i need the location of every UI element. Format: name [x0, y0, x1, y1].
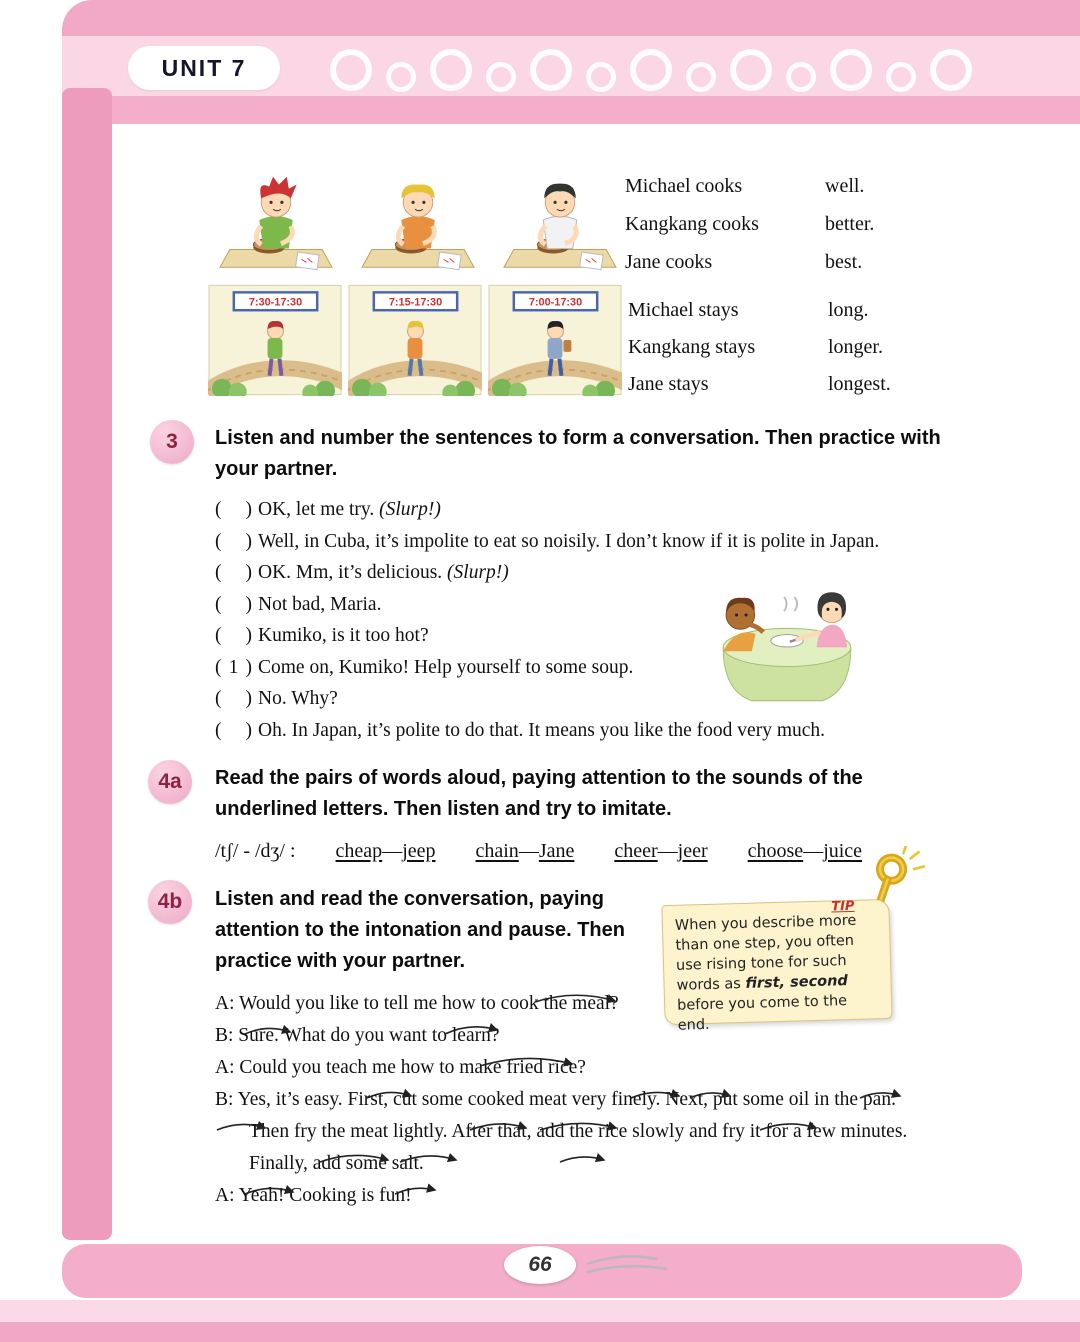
sentence-em: (Slurp!)	[447, 562, 509, 583]
sentence-text: Come on, Kumiko! Help yourself to some soup.	[258, 656, 634, 678]
ring-icon	[886, 62, 916, 92]
decorative-rings	[330, 44, 1072, 96]
dialogue-turn: A: Could you teach me how to make fried rice?	[215, 1057, 586, 1078]
tip-label: TIP	[831, 898, 855, 915]
dialogue-turn: A: Yeah! Cooking is fun!	[215, 1185, 412, 1206]
sentence-item	[215, 620, 1015, 652]
page-number	[504, 1246, 576, 1284]
section4a-badge	[148, 760, 192, 804]
sentence-item	[215, 683, 1015, 715]
unit-title	[128, 46, 280, 90]
pair-dash: —	[803, 840, 824, 862]
section3-badge	[150, 420, 194, 464]
cmp-adverb: well.	[825, 175, 865, 197]
ring-icon	[786, 62, 816, 92]
time-sign: 7:30-17:30	[248, 296, 303, 309]
pair-dash: —	[657, 840, 678, 862]
pair-word: jeer	[677, 840, 708, 862]
paren-open: (	[215, 530, 222, 552]
ring-icon	[686, 62, 716, 92]
cmp-adverb: longer.	[828, 336, 883, 358]
illustration-cook-michael	[212, 165, 340, 286]
paren-close: )	[245, 530, 252, 552]
pair-dash: —	[382, 840, 403, 862]
pair-word: Jane	[538, 840, 575, 862]
sentence-item	[215, 715, 1015, 747]
sentence-item	[215, 589, 1015, 621]
section3-title: Listen and number the sentences to form a conversation. Then practice with your partner.	[215, 427, 941, 480]
sentence-em: (Slurp!)	[379, 499, 441, 520]
number-blank[interactable]: 1	[228, 656, 239, 678]
sentence-text: OK, let me try.	[258, 499, 380, 520]
pair-word: jeep	[402, 840, 436, 862]
cmp-subject: Michael cooks	[625, 175, 743, 197]
sentence-text: Well, in Cuba, it’s impolite to eat so noisily. I don’t know if it is polite in Japan.	[258, 530, 880, 552]
pair-word: choose	[747, 840, 804, 862]
paren-open: (	[215, 562, 222, 583]
paren-close: )	[245, 656, 252, 678]
section4a-title: Read the pairs of words aloud, paying attention to the sounds of the underlined letters. Then listen and try to imitate.	[215, 767, 863, 820]
ring-icon	[486, 62, 516, 92]
paren-close: )	[245, 719, 252, 741]
section4b-badge	[148, 880, 192, 924]
cmp-subject: Jane stays	[628, 373, 709, 395]
sentence-text: Oh. In Japan, it’s polite to do that. It means you like the food very much.	[258, 719, 826, 741]
section3-sentence-list	[215, 494, 1015, 746]
pair-word: juice	[823, 840, 863, 862]
phonetic-label: /tʃ/ - /dʒ/ :	[215, 840, 296, 862]
sentence-text: Kumiko, is it too hot?	[258, 625, 429, 646]
paren-open: (	[215, 499, 222, 520]
ring-icon	[830, 49, 872, 91]
cmp-adverb: better.	[825, 213, 875, 235]
paren-open: (	[215, 625, 222, 646]
pair-word: cheer	[614, 840, 658, 862]
cmp-subject: Kangkang stays	[628, 336, 756, 358]
cmp-row	[628, 335, 883, 359]
cmp-row	[625, 250, 862, 274]
time-sign: 7:00-17:30	[528, 296, 583, 309]
illustration-stay-jane	[488, 284, 622, 401]
sentence-item	[215, 494, 1015, 526]
ring-icon	[630, 49, 672, 91]
time-sign: 7:15-17:30	[388, 296, 443, 309]
ring-icon	[730, 49, 772, 91]
cmp-row	[625, 212, 874, 236]
section4b-title: Listen and read the conversation, paying attention to the intonation and pause. Then practice with your partner.	[215, 888, 625, 972]
illustration-soup-table	[692, 556, 882, 721]
paren-open: (	[215, 688, 222, 709]
illustration-stay-kangkang	[348, 284, 482, 401]
bottom-strip-dark	[0, 1322, 1080, 1342]
word-pair	[614, 838, 707, 864]
cmp-adverb: long.	[828, 299, 869, 321]
sentence-item	[215, 652, 1015, 684]
ring-icon	[330, 49, 372, 91]
ring-icon	[430, 49, 472, 91]
left-frame-bar	[62, 88, 112, 1240]
sentence-text: OK. Mm, it’s delicious.	[258, 562, 448, 583]
cmp-subject: Michael stays	[628, 299, 739, 321]
section4a-badge-label: 4a	[158, 770, 182, 793]
swoosh-decoration	[582, 1250, 692, 1280]
paren-close: )	[245, 688, 252, 709]
cmp-subject: Kangkang cooks	[625, 213, 759, 235]
sentence-text: No. Why?	[258, 688, 338, 709]
paren-close: )	[245, 625, 252, 646]
tip-text: before you come to the end.	[676, 993, 848, 1034]
conversation	[215, 988, 915, 1212]
illustration-cook-kangkang	[354, 165, 482, 286]
word-pair	[336, 838, 436, 864]
word-pair	[476, 838, 575, 864]
cmp-row	[625, 174, 864, 198]
paren-open: (	[215, 719, 222, 741]
ring-icon	[530, 49, 572, 91]
header-lower-band	[62, 96, 1080, 124]
ring-icon	[930, 49, 972, 91]
sentence-item	[215, 526, 1015, 558]
pair-word: cheap	[335, 840, 383, 862]
paren-close: )	[245, 593, 252, 615]
bottom-strip-light	[0, 1300, 1080, 1322]
paren-open: (	[215, 593, 222, 615]
cmp-subject: Jane cooks	[625, 251, 713, 273]
cmp-row	[628, 298, 869, 322]
paren-close: )	[245, 499, 252, 520]
top-frame-band	[62, 0, 1080, 36]
ring-icon	[586, 62, 616, 92]
pair-word: chain	[475, 840, 519, 862]
dialogue-turn: B: Yes, it’s easy. First, cut some cooked meat very finely. Next, put some oil in the pan. Then fry the meat lightly. After that, add the rice slowly and fry it for a few minutes. Finally, add some salt.	[215, 1089, 908, 1174]
section3-badge-label: 3	[166, 430, 178, 453]
paren-open: (	[215, 656, 222, 678]
cmp-adverb: best.	[825, 251, 863, 273]
illustration-stay-michael	[208, 284, 342, 401]
dialogue-turn: B: Sure. What do you want to learn?	[215, 1025, 500, 1046]
paren-close: )	[245, 562, 252, 583]
dialogue-turn: A: Would you like to tell me how to cook the meal?	[215, 993, 619, 1014]
cmp-adverb: longest.	[828, 373, 891, 395]
sentence-text: Not bad, Maria.	[258, 593, 382, 615]
tip-em: first, second	[745, 973, 849, 992]
tip-text: When you describe more than one step, you often use rising tone for such words as	[674, 912, 857, 994]
ring-icon	[386, 62, 416, 92]
illustration-cook-jane	[496, 165, 624, 286]
cmp-row	[628, 372, 891, 396]
page-number-label: 66	[528, 1253, 552, 1276]
unit-title-label: UNIT 7	[161, 54, 247, 81]
sentence-item	[215, 557, 1015, 589]
section4b-badge-label: 4b	[157, 890, 183, 913]
pair-dash: —	[518, 840, 539, 862]
